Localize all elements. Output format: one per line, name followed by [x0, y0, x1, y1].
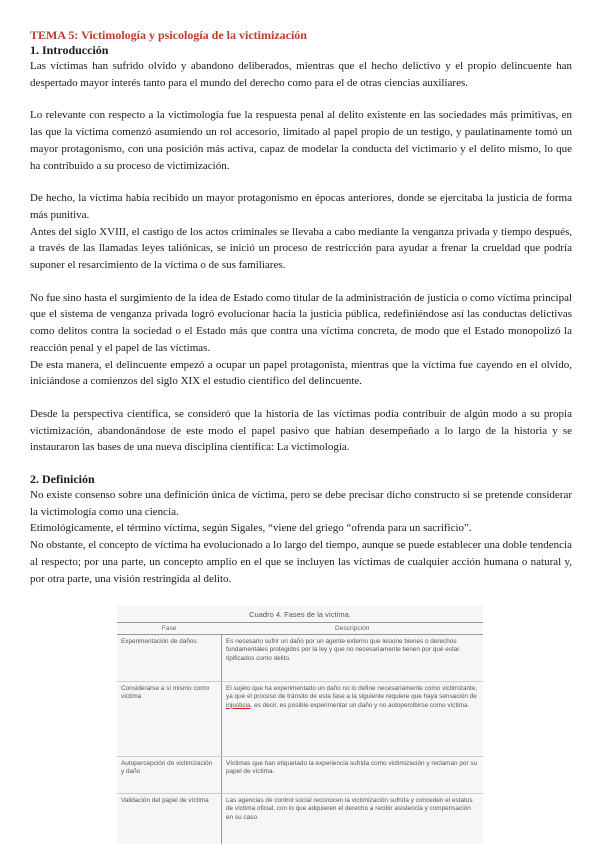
paragraph: Antes del siglo XVIII, el castigo de los actos criminales se llevaba a cabo mediante la venganza privada y tiempo después, a través de las llamadas leyes taliónicas, se inició un proceso de restricción para ayudar a frenar la crueldad que podría suponer el resarcimiento de la víctima o de sus familiares.: [30, 225, 572, 272]
table-row: [117, 635, 483, 682]
phase-cell: Experimentación de daños: [117, 635, 222, 682]
document-title: TEMA 5: Victimología y psicología de la victimización: [30, 28, 307, 42]
section-heading-definicion: 2. Definición: [30, 472, 95, 487]
phases-table-figure: [117, 606, 483, 844]
paragraph: No obstante, el concepto de víctima ha evolucionado a lo largo del tiempo, aunque se puede establecer una doble tendencia al respecto; por una parte, un concepto amplio en el que se incluyen las víctimas de cualquier acción humana o natural y, por otra parte, una visión restringida al delito.: [30, 539, 572, 585]
description-text: , es decir, es posible experimentar un daño y no autopercibirse como víctima.: [250, 701, 470, 709]
figure-caption: Cuadro 4. Fases de la víctima.: [249, 610, 351, 619]
phase-cell: Validación del papel de víctima: [117, 794, 222, 845]
table-row: [117, 682, 483, 757]
paragraph: Las víctimas han sufrido olvido y abandono deliberados, mientras que el hecho delictivo y el propio delincuente han despertado mayor interés tanto para el mundo del derecho como para el de otras ciencias auxiliares.: [30, 60, 572, 89]
phase-cell: Considerarse a sí mismo como víctima: [117, 682, 222, 757]
paragraph: Lo relevante con respecto a la victimología fue la respuesta penal al delito existente en las sociedades más primitivas, en las que la víctima comenzó asumiendo un rol accesorio, limitado al papel propio de un testigo, y paulatinamente tomó un mayor protagonismo, con una posición más activa, capaz de modelar la conducta del victimario y el delito mismo, lo que ha contribuido a su proceso de victimización.: [30, 109, 572, 172]
table-row: [117, 794, 483, 845]
description-cell: [222, 682, 484, 757]
section-heading-introduccion: 1. Introducción: [30, 43, 109, 57]
spellcheck-underlined-word: injusticia: [226, 701, 251, 709]
phases-table: [117, 622, 483, 844]
paragraph: Desde la perspectiva científica, se consideró que la historia de las víctimas podía contribuir de algún modo a su propia victimización, abandonándose de este modo el papel pasivo que habían desempeñado a lo largo de la historia y se instauraron las bases de una nueva disciplina científica: La victimología.: [30, 407, 572, 454]
description-cell: Víctimas que han etiquetado la experiencia sufrida como victimización y reclaman por su papel de víctima.: [222, 757, 484, 794]
paragraph: No existe consenso sobre una definición única de víctima, pero se debe precisar dicho constructo si se pretende considerar la victimología como una ciencia.: [30, 489, 572, 518]
paragraph: Etimológicamente, el término víctima, según Sigales, “viene del griego “ofrenda para un sacrificio”.: [30, 522, 472, 535]
paragraph: De hecho, la víctima había recibido un mayor protagonismo en épocas anteriores, donde se ejercitaba la justicia de forma más punitiva.: [30, 192, 572, 221]
document-page: [30, 28, 572, 587]
paragraph: De esta manera, el delincuente empezó a ocupar un papel protagonista, mientras que la víctima fue cayendo en el olvido, iniciándose a comienzos del siglo XIX el estudio científico del delincuente.: [30, 358, 572, 388]
description-cell: Las agencias de control social reconocen la victimización sufrida y conceden el estatus de víctima oficial, con lo que adquieren el derecho a recibir asistencia y compensación en su caso.: [226, 797, 473, 821]
column-header-descripcion: Descripción: [222, 623, 484, 635]
table-row: [117, 757, 483, 794]
description-cell: Es necesario sufrir un daño por un agente externo que lesione bienes o derechos fundamentales protegidos por la ley y que no necesariamente tienen por qué estar tipificados como delito.: [222, 635, 484, 682]
column-header-fase: Fase: [117, 623, 222, 635]
description-text: El sujeto que ha experimentado un daño no lo define necesariamente como victimizante, ya que el proceso de tránsito de esta fase a la siguiente requiere que haya sensación de: [226, 685, 478, 701]
paragraph: No fue sino hasta el surgimiento de la idea de Estado como titular de la administración de justicia o como víctima principal que el sistema de venganza privada logró evolucionar hacia la justicia pública, redefiniéndose así las conductas delictivas como delitos contra la sociedad o el Estado más que contra una víctima concreta, de modo que el Estado monopolizó la reacción penal y el papel de las víctimas.: [30, 291, 573, 354]
phase-cell: Autopercepción de victimización y daño: [117, 757, 222, 794]
